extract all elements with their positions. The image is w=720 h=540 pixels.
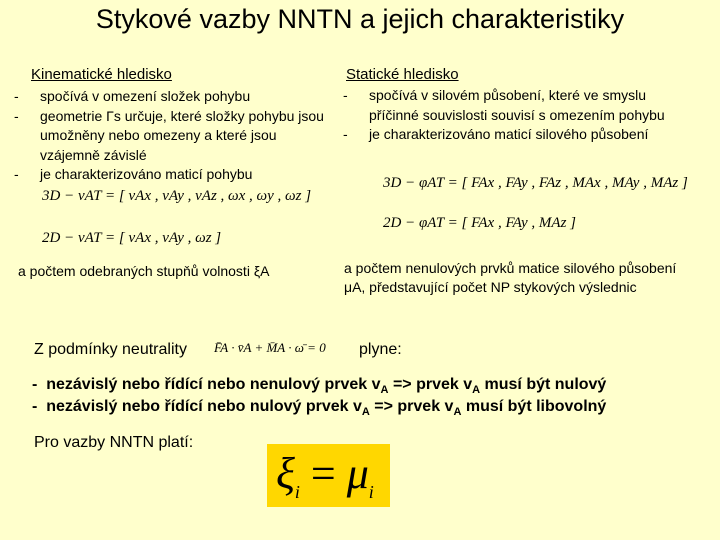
kinematic-list (14, 87, 324, 185)
list-item: - geometrie Γs určuje, které složky pohybu jsou umožněny nebo omezeny a které jsou vzájemně závislé (14, 107, 324, 163)
rule-line: - nezávislý nebo řídící nebo nulový prvek $v_A$ => prvek $v_A$ musí být libovolný (32, 398, 607, 419)
rule-line: - nezávislý nebo řídící nebo nenulový prvek $v_A$ => prvek $v_A$ musí být nulový (32, 376, 607, 397)
list-item: - spočívá v omezení složek pohybu (14, 88, 251, 104)
neutrality-suffix: plyne: (359, 341, 402, 358)
force-matrix-2d: 2D − φAT = [ FAx , FAy , MAz ] (383, 215, 576, 231)
velocity-matrix-2d: 2D − vAT = [ vAx , vAy , ωz ] (42, 230, 222, 246)
list-item: - je charakterizováno maticí silového působení (343, 126, 649, 142)
kinematic-note: a počtem odebraných stupňů volnosti ξA (18, 263, 270, 279)
final-formula: $\xi_i = \mu_i$ (276, 449, 374, 502)
conclusion-text: Pro vazby NNTN platí: (34, 434, 194, 451)
velocity-matrix-3d: 3D − vAT = [ vAx , vAy , vAz , ωx , ωy , ωz ] (42, 188, 312, 204)
static-note: a počtem nenulových prvků matice silového působení μA, představující počet NP stykových výslednic (344, 260, 677, 295)
list-item: - spočívá v silovém působení, které ve smyslu příčinné souvislosti souvisí s omezením pohybu (343, 87, 665, 123)
static-list (343, 86, 693, 145)
kinematic-heading: Kinematické hledisko (31, 66, 172, 83)
page-title: Stykové vazby NNTN a jejich charakteristiky (95, 4, 625, 34)
list-item: - je charakterizováno maticí pohybu (14, 166, 253, 182)
force-matrix-3d: 3D − φAT = [ FAx , FAy , FAz , MAx , MAy , MAz ] (383, 175, 688, 191)
static-heading: Statické hledisko (346, 66, 459, 83)
neutrality-prefix: Z podmínky neutrality (34, 341, 187, 358)
neutrality-formula: F̄A · v̄A + M̄A · ω̄ = 0 (214, 340, 326, 355)
